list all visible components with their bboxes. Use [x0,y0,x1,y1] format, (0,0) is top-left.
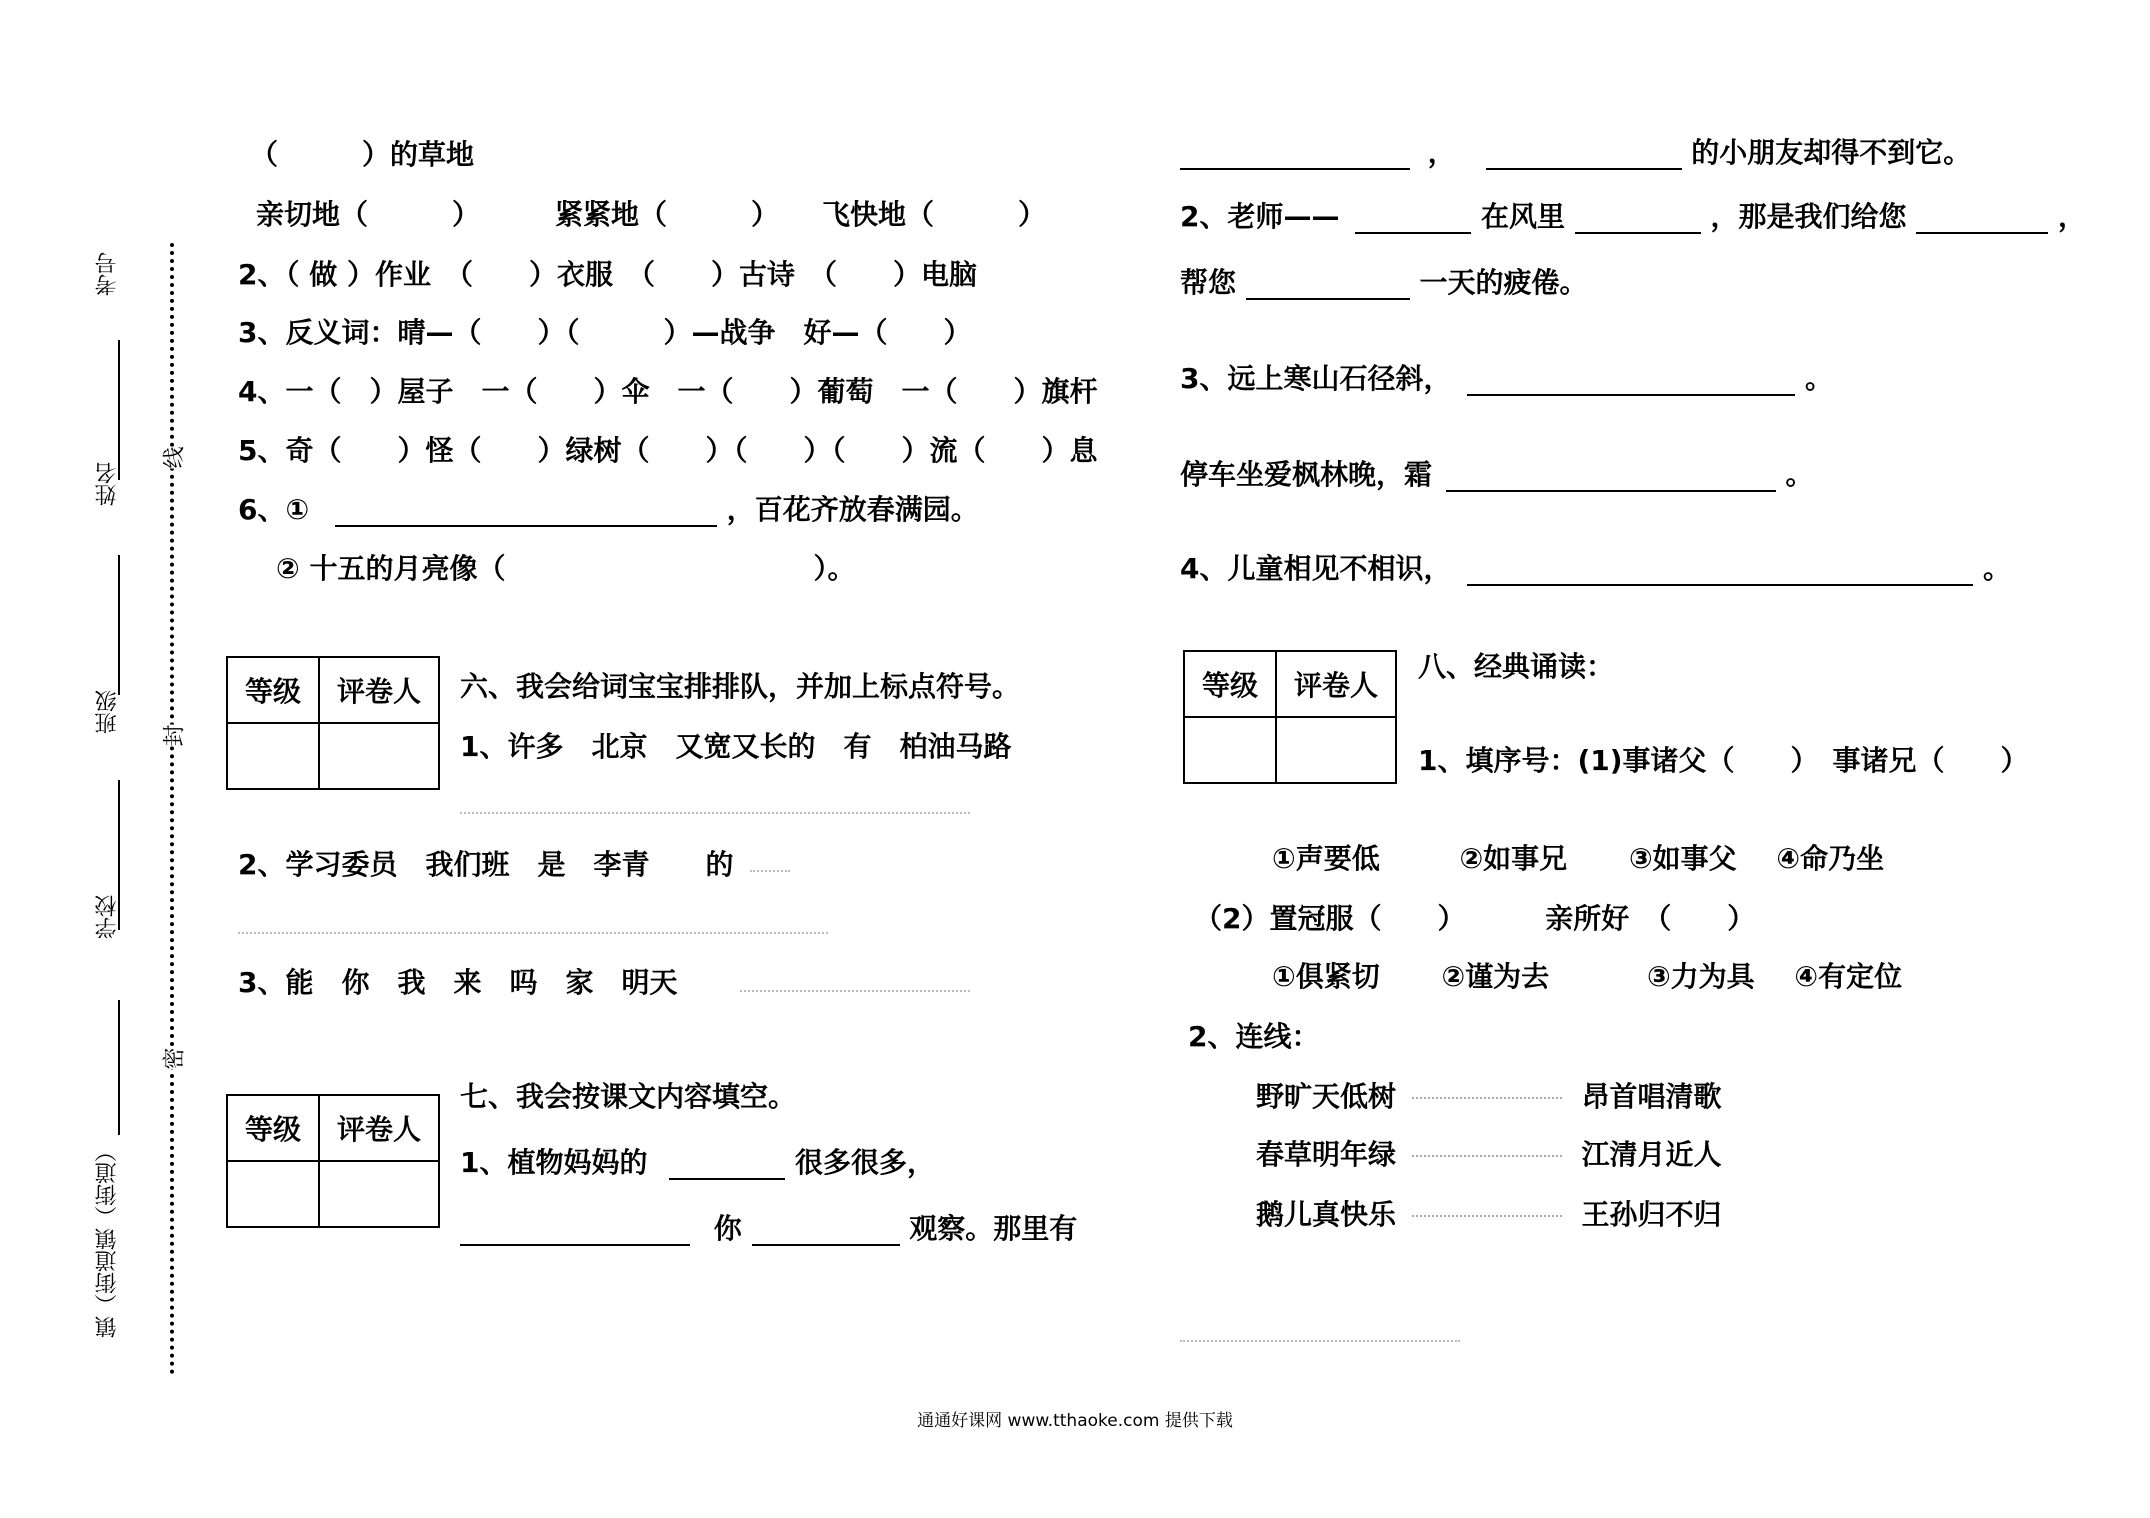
right-line-3 [1180,266,1588,300]
right-line-6 [1180,552,2011,586]
right-line-1 [1180,136,1971,170]
right-line-5-prefix: 停车坐爱枫林晚，霜 [1180,458,1433,491]
answer-line-8-2[interactable] [1180,1340,1460,1342]
section-8-q1: 1、填序号：(1)事诸父（ ） 事诸兄（ ） [1418,744,2029,777]
option-1-4: ④命乃坐 [1776,842,1885,875]
reviewer-cell[interactable] [319,1161,439,1227]
left-line-7-suffix: ，百花齐放春满园。 [726,493,979,526]
school-line [118,1000,120,1135]
match-right-2[interactable]: 江清月近人 [1581,1138,1722,1171]
section-7-q1 [460,1146,935,1180]
footer: 通通好课网 www.tthaoke.com 提供下载 [917,1411,1233,1431]
school-label: 学校 [95,895,120,939]
left-line-5: 4、一（ ）屋子 一（ ）伞 一（ ）葡萄 一（ ）旗杆 [238,375,1098,408]
blank-r2-2[interactable] [1575,202,1701,234]
right-line-1-suffix: 的小朋友却得不到它。 [1691,136,1972,169]
match-left-1[interactable]: 野旷天低树 [1256,1080,1397,1113]
right-line-4-prefix: 3、远上寒山石径斜， [1180,362,1452,395]
exam-no-label: 考号 [95,252,120,296]
left-line-8: ② 十五的月亮像（ ）。 [276,552,856,585]
section-7-q1-line2 [460,1212,1077,1246]
section-8-title: 八、经典诵读： [1418,650,1615,683]
left-line-2c: 飞快地（ ） [822,198,1047,231]
option-2-3: ③力为具 [1646,960,1755,993]
reviewer-header: 评卷人 [319,1095,439,1161]
right-line-6-prefix: 4、儿童相见不相识， [1180,552,1452,585]
left-line-2b: 紧紧地（ ） [555,198,780,231]
right-line-2-mid: 在风里 [1480,200,1565,233]
answer-line-6-2a[interactable] [750,870,790,872]
blank-7-3[interactable] [752,1214,900,1246]
blank-7-1[interactable] [669,1148,785,1180]
name-label: 姓名 [95,462,120,506]
section-8-q1b-b: 亲所好 （ ） [1545,902,1756,935]
right-line-6-end: 。 [1982,552,2011,585]
section-6-title: 六、我会给词宝宝排排队，并加上标点符号。 [460,670,1021,703]
section-7-q1-ni: 你 [713,1212,742,1245]
seal-feng: 封 [158,724,189,746]
match-row-3 [1256,1198,1722,1232]
left-line-2a: 亲切地（ ） [256,198,481,231]
option-1-1: ①声要低 [1272,842,1380,875]
blank-r1-1[interactable] [1180,138,1410,170]
left-line-3: 2、（ 做 ）作业 （ ）衣服 （ ）古诗 （ ）电脑 [238,258,977,291]
option-1-3: ③如事父 [1628,842,1737,875]
answer-line-6-2[interactable] [238,932,828,934]
match-dots [1412,1155,1562,1157]
section-6-q3: 3、能 你 我 来 吗 家 明天 [238,966,678,999]
match-right-1[interactable]: 昂首唱清歌 [1581,1080,1722,1113]
section-7-q1-mid: 很多很多， [794,1146,935,1179]
match-left-3[interactable]: 鹅儿真快乐 [1256,1198,1397,1231]
blank-7-2[interactable] [460,1214,690,1246]
left-line-1: （ ）的草地 [250,138,475,171]
town-label: 镇（街道镇（街道） [95,1140,120,1338]
right-line-4 [1180,362,1833,396]
right-line-2-end: ， [2058,200,2087,233]
grade-cell[interactable] [227,1161,319,1227]
blank-r4-1[interactable] [1467,364,1795,396]
right-line-2-prefix: 2、老师—— [1180,200,1340,233]
blank-r6-1[interactable] [1467,554,1973,586]
right-line-5-end: 。 [1785,458,1814,491]
section-7-title: 七、我会按课文内容填空。 [460,1080,797,1113]
reviewer-header: 评卷人 [319,657,439,723]
option-1-2: ②如事兄 [1459,842,1568,875]
grade-header: 等级 [227,657,319,723]
section-8-options-1 [1272,842,1884,876]
answer-line-6-1[interactable] [460,812,970,814]
section-7-q1-end: 观察。那里有 [909,1212,1078,1245]
blank-r2-3[interactable] [1916,202,2048,234]
blank-r3-1[interactable] [1246,268,1410,300]
match-row-1 [1256,1080,1722,1114]
blank-r5-1[interactable] [1446,460,1776,492]
left-line-6: 5、奇（ ）怪（ ）绿树（ ）（ ）（ ）流（ ）息 [238,434,1098,467]
right-line-5 [1180,458,1814,492]
match-right-3[interactable]: 王孙归不归 [1581,1198,1722,1231]
right-line-2 [1180,200,2086,234]
section-6-q2: 2、学习委员 我们班 是 李青 的 [238,848,734,881]
grade-cell[interactable] [1184,717,1276,783]
section-6-q1: 1、许多 北京 又宽又长的 有 柏油马路 [460,730,1012,763]
grade-cell[interactable] [227,723,319,789]
grade-header: 等级 [1184,651,1276,717]
name-line [118,555,120,695]
right-line-3-suffix: 一天的疲倦。 [1419,266,1588,299]
option-2-4: ④有定位 [1794,960,1903,993]
seal-mi: 密 [158,1047,189,1069]
reviewer-cell[interactable] [1276,717,1396,783]
grade-header: 等级 [227,1095,319,1161]
grade-box-8 [1183,650,1397,784]
answer-line-6-3[interactable] [740,990,970,992]
reviewer-header: 评卷人 [1276,651,1396,717]
match-dots [1412,1215,1562,1217]
blank-r2-1[interactable] [1355,202,1471,234]
option-2-2: ②谨为去 [1441,960,1550,993]
left-line-4: 3、反义词：晴—（ ）（ ）—战争 好—（ ） [238,316,972,349]
blank-r1-2[interactable] [1486,138,1682,170]
reviewer-cell[interactable] [319,723,439,789]
seal-xian: 线 [158,446,189,468]
right-line-2-mid2: ，那是我们给您 [1710,200,1907,233]
class-label: 班级 [95,690,120,734]
match-row-2 [1256,1138,1722,1172]
section-8-options-2 [1272,960,1902,994]
section-8-q2: 2、连线： [1188,1020,1320,1053]
match-dots [1412,1097,1562,1099]
seal-dotted-line [170,243,174,1375]
section-8-q1b [1194,902,1755,936]
blank-6-1[interactable] [335,495,717,527]
left-line-7-prefix: 6、① [238,493,310,526]
right-line-4-end: 。 [1804,362,1833,395]
option-2-1: ①俱紧切 [1272,960,1380,993]
exam-no-line [118,340,120,480]
section-7-q1-prefix: 1、植物妈妈的 [460,1146,648,1179]
left-line-7 [238,493,979,527]
section-8-q1b-a: （2）置冠服（ ） [1194,902,1466,935]
grade-box-6 [226,656,440,790]
match-left-2[interactable]: 春草明年绿 [1256,1138,1397,1171]
right-line-3-prefix: 帮您 [1180,266,1237,299]
grade-box-7 [226,1094,440,1228]
right-line-1-comma: ， [1427,136,1456,169]
